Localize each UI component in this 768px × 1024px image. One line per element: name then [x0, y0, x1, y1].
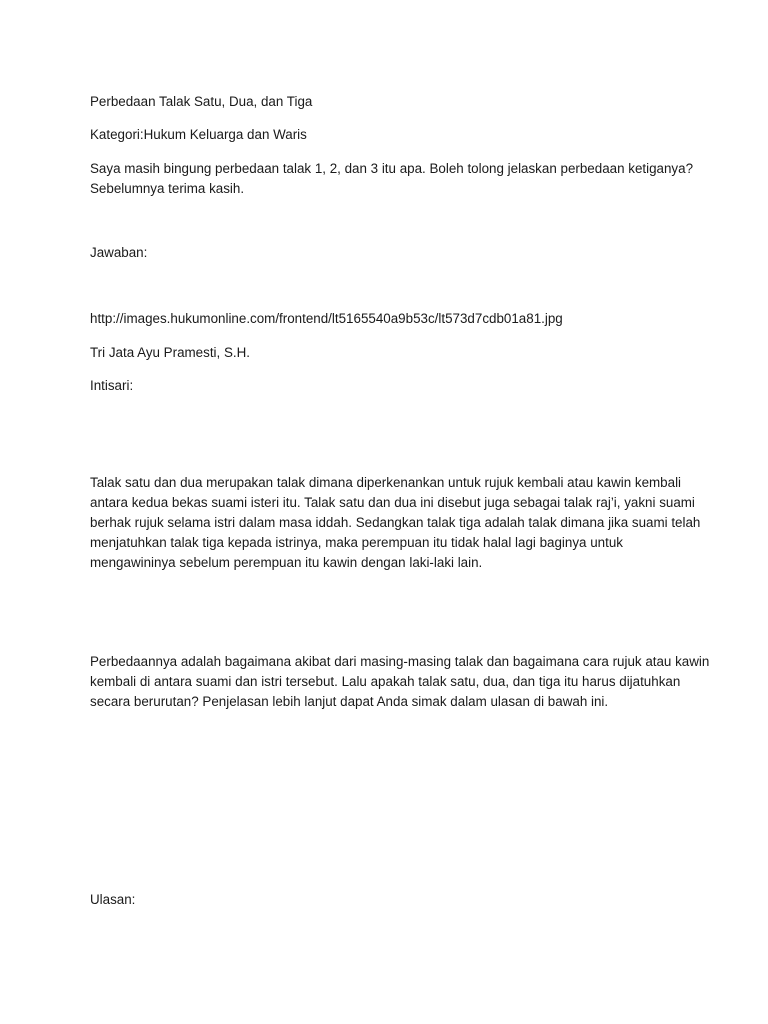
document-title: Perbedaan Talak Satu, Dua, dan Tiga [90, 94, 313, 109]
document-category: Kategori:Hukum Keluarga dan Waris [90, 127, 307, 142]
summary-line: Perbedaannya adalah bagaimana akibat dari masing-masing talak dan bagaimana cara rujuk atau kawin [90, 654, 710, 669]
summary-line: mengawininya sebelum perempuan itu kawin dengan laki-laki lain. [90, 555, 483, 570]
summary-paragraph-2 [90, 652, 710, 712]
summary-line: kembali di antara suami dan istri tersebut. Lalu apakah talak satu, dua, dan tiga itu harus dijatuhkan [90, 674, 681, 689]
author-name: Tri Jata Ayu Pramesti, S.H. [90, 345, 250, 360]
summary-line: berhak rujuk selama istri dalam masa iddah. Sedangkan talak tiga adalah talak dimana jika suami telah [90, 515, 701, 530]
summary-line: secara berurutan? Penjelasan lebih lanjut dapat Anda simak dalam ulasan di bawah ini. [90, 694, 609, 709]
summary-label: Intisari: [90, 378, 134, 393]
question-line: Saya masih bingung perbedaan talak 1, 2, dan 3 itu apa. Boleh tolong jelaskan perbedaan ketiganya? [90, 161, 694, 176]
answer-label: Jawaban: [90, 245, 148, 260]
question-line: Sebelumnya terima kasih. [90, 181, 245, 196]
summary-line: menjatuhkan talak tiga kepada istrinya, maka perempuan itu tidak halal lagi baginya untuk [90, 535, 623, 550]
summary-paragraph-1 [90, 473, 701, 573]
image-url: http://images.hukumonline.com/frontend/lt5165540a9b53c/lt573d7cdb01a81.jpg [90, 311, 563, 326]
question-paragraph [90, 159, 694, 199]
summary-line: antara kedua bekas suami isteri itu. Talak satu dan dua ini disebut juga sebagai talak raj’i, yakni suami [90, 495, 695, 510]
summary-line: Talak satu dan dua merupakan talak dimana diperkenankan untuk rujuk kembali atau kawin kembali [90, 475, 682, 490]
review-label: Ulasan: [90, 892, 136, 907]
